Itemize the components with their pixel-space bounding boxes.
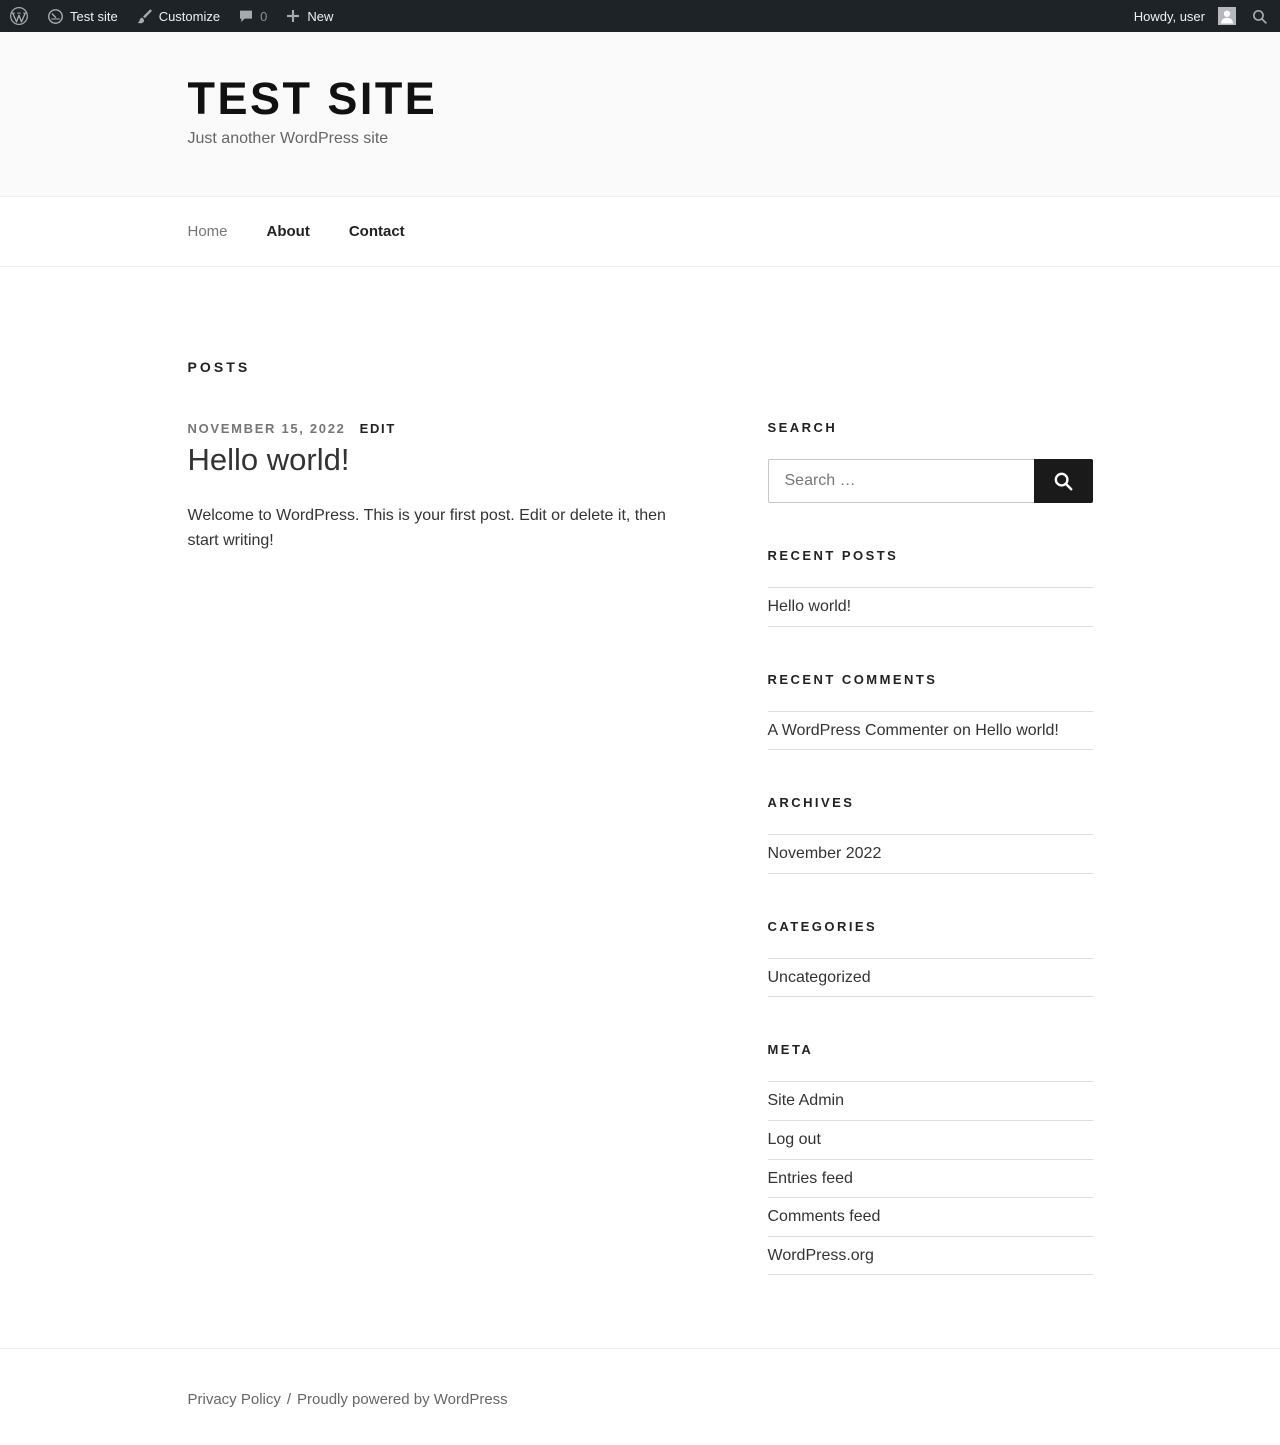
- page-title: POSTS: [187, 359, 251, 375]
- post-edit-link[interactable]: EDIT: [359, 421, 396, 436]
- admin-bar-site-name[interactable]: [38, 0, 127, 32]
- post-date-link[interactable]: NOVEMBER 15, 2022: [187, 421, 346, 436]
- recent-post-link[interactable]: Hello world!: [767, 598, 852, 615]
- meta-widget: [768, 1042, 1093, 1275]
- admin-bar-site-label: Test site: [70, 8, 118, 24]
- site-tagline: Just another WordPress site: [187, 129, 389, 147]
- search-icon: [1251, 8, 1268, 25]
- post-body: Welcome to WordPress. This is your first post. Edit or delete it, then start writing!: [187, 506, 666, 549]
- list-item: [768, 958, 1093, 997]
- nav-item-contact[interactable]: Contact: [348, 223, 405, 240]
- comments-bubble-icon: [238, 8, 254, 24]
- admin-bar-search[interactable]: [1245, 0, 1280, 32]
- list-item: [768, 711, 1093, 750]
- customize-brush-icon: [136, 8, 153, 25]
- nav-item-about[interactable]: About: [266, 223, 310, 240]
- recent-comments-title: RECENT COMMENTS: [767, 671, 938, 687]
- search-widget: [768, 420, 1093, 503]
- howdy-label: Howdy, user: [1133, 8, 1205, 24]
- list-item: [768, 587, 1093, 626]
- recent-posts-title: RECENT POSTS: [767, 548, 899, 563]
- admin-bar-customize-label: Customize: [158, 8, 221, 24]
- list-item: [768, 1120, 1093, 1159]
- categories-widget: [768, 919, 1093, 998]
- plus-icon: [285, 8, 301, 24]
- footer-separator: /: [286, 1391, 292, 1408]
- post-hello-world: [188, 421, 691, 553]
- list-item: [768, 1081, 1093, 1120]
- wordpress-logo-icon: [9, 6, 29, 26]
- list-item: [768, 1159, 1093, 1198]
- meta-entries-feed-link[interactable]: Entries feed: [767, 1169, 853, 1187]
- list-item: [768, 1197, 1093, 1236]
- admin-bar-comments-count: 0: [260, 8, 268, 24]
- archives-title: ARCHIVES: [767, 795, 855, 811]
- site-title-link[interactable]: TEST SITE: [187, 73, 438, 124]
- comment-connector: on: [948, 721, 976, 739]
- commenter-link[interactable]: A WordPress Commenter: [767, 721, 949, 739]
- dashboard-icon: [47, 8, 64, 25]
- posts-column: [188, 359, 691, 1320]
- site-header: [0, 32, 1280, 197]
- list-item: [768, 1236, 1093, 1275]
- meta-wordpress-org-link[interactable]: WordPress.org: [767, 1246, 874, 1264]
- site-footer: [0, 1348, 1280, 1445]
- search-widget-title: SEARCH: [767, 420, 838, 435]
- search-form: [768, 459, 1093, 503]
- meta-title: META: [767, 1042, 814, 1058]
- archives-widget: [768, 795, 1093, 874]
- user-avatar: [1218, 7, 1236, 25]
- categories-title: CATEGORIES: [767, 918, 878, 934]
- recent-comments-widget: [768, 672, 1093, 751]
- archive-link[interactable]: November 2022: [767, 845, 882, 863]
- meta-site-admin-link[interactable]: Site Admin: [767, 1092, 844, 1110]
- nav-item-home[interactable]: Home: [187, 223, 228, 240]
- main-navigation: [0, 197, 1280, 267]
- admin-bar-comments[interactable]: [229, 0, 276, 32]
- privacy-policy-link[interactable]: Privacy Policy: [187, 1391, 281, 1408]
- post-title-link[interactable]: Hello world!: [187, 442, 350, 477]
- search-button-icon: [1052, 470, 1074, 492]
- category-link[interactable]: Uncategorized: [767, 968, 871, 986]
- admin-bar-new-label: New: [307, 8, 334, 24]
- admin-bar-customize[interactable]: [127, 0, 229, 32]
- sidebar: [768, 359, 1093, 1320]
- admin-bar-new[interactable]: [276, 0, 342, 32]
- admin-bar-my-account[interactable]: [1116, 0, 1245, 32]
- meta-comments-feed-link[interactable]: Comments feed: [767, 1208, 881, 1226]
- commented-post-link[interactable]: Hello world!: [975, 721, 1059, 739]
- powered-by-link[interactable]: Proudly powered by WordPress: [297, 1391, 508, 1408]
- list-item: [768, 834, 1093, 873]
- recent-posts-widget: [768, 548, 1093, 627]
- admin-bar: [0, 0, 1280, 32]
- site-main: [0, 267, 1280, 1348]
- wp-logo-menu[interactable]: [0, 0, 38, 32]
- search-submit-button[interactable]: [1034, 459, 1093, 503]
- meta-log-out-link[interactable]: Log out: [767, 1130, 821, 1148]
- search-input[interactable]: [768, 459, 1034, 503]
